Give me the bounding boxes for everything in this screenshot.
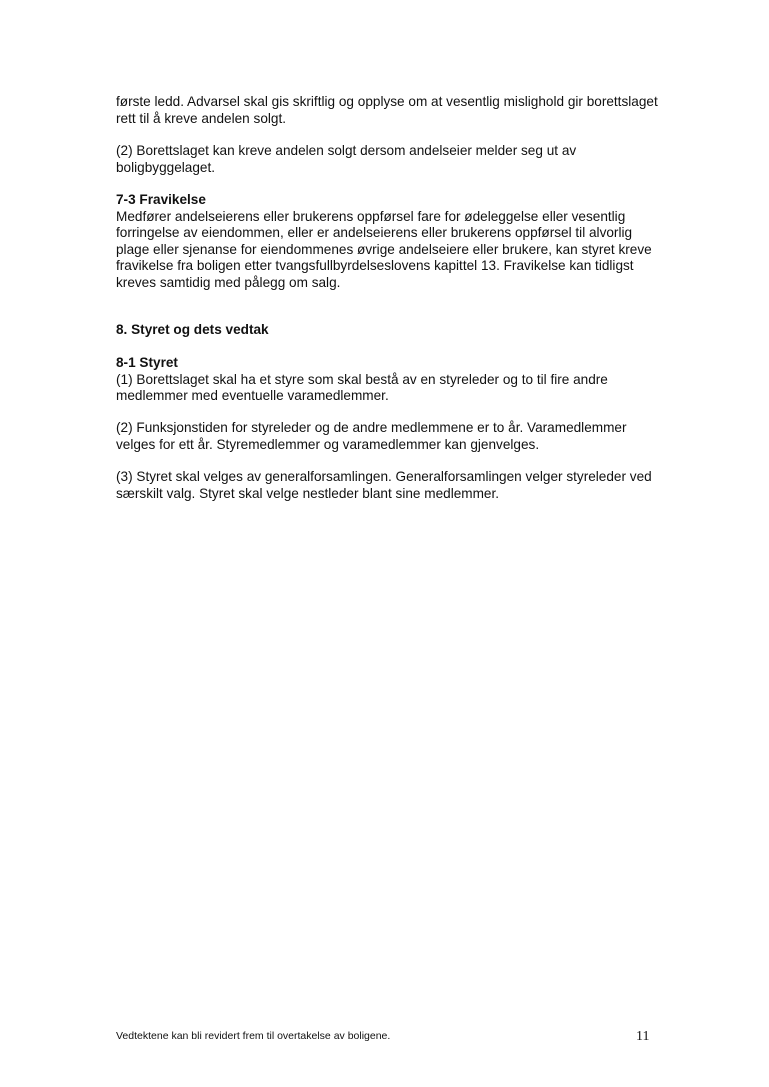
chapter-heading: 8. Styret og dets vedtak — [116, 322, 269, 337]
paragraph-utmelding — [116, 143, 661, 176]
section-heading: 8-1 Styret — [116, 355, 178, 370]
page-number: 11 — [636, 1029, 650, 1044]
paragraph-text: første ledd. Advarsel skal gis skriftlig og opplyse om at vesentlig mislighold gir borettslaget rett til å kreve andelen solgt. — [116, 94, 658, 126]
paragraph-text: (2) Borettslaget kan kreve andelen solgt dersom andelseier melder seg ut av boligbyggelaget. — [116, 143, 577, 175]
section-8-1 — [116, 355, 661, 405]
section-heading: 7-3 Fravikelse — [116, 192, 206, 207]
paragraph-valg — [116, 469, 661, 502]
paragraph-text: (1) Borettslaget skal ha et styre som skal bestå av en styreleder og to til fire andre medlemmer med eventuelle varamedlemmer. — [116, 371, 608, 403]
paragraph-advarsel — [116, 94, 661, 127]
footer-note: Vedtektene kan bli revidert frem til overtakelse av boligene. — [116, 1030, 391, 1042]
paragraph-funksjonstid — [116, 420, 661, 453]
chapter-8 — [116, 322, 661, 339]
section-7-3 — [116, 192, 661, 291]
paragraph-text: Medfører andelseierens eller brukerens oppførsel fare for ødeleggelse eller vesentlig forringelse av eiendommen, eller er andelseierens eller brukerens oppførsel til alvorlig plage eller sjenanse for eiendommenes øvrige andelseiere eller brukere, kan styret kreve fravikelse fra boligen etter tvangsfullbyrdelseslovens kapittel 13. Fravikelse kan tidligst kreves samtidig med pålegg om salg. — [116, 208, 652, 290]
paragraph-text: (2) Funksjonstiden for styreleder og de andre medlemmene er to år. Varamedlemmer velges for ett år. Styremedlemmer og varamedlemmer kan gjenvelges. — [116, 420, 627, 452]
paragraph-text: (3) Styret skal velges av generalforsamlingen. Generalforsamlingen velger styreleder ved særskilt valg. Styret skal velge nestleder blant sine medlemmer. — [116, 469, 652, 501]
